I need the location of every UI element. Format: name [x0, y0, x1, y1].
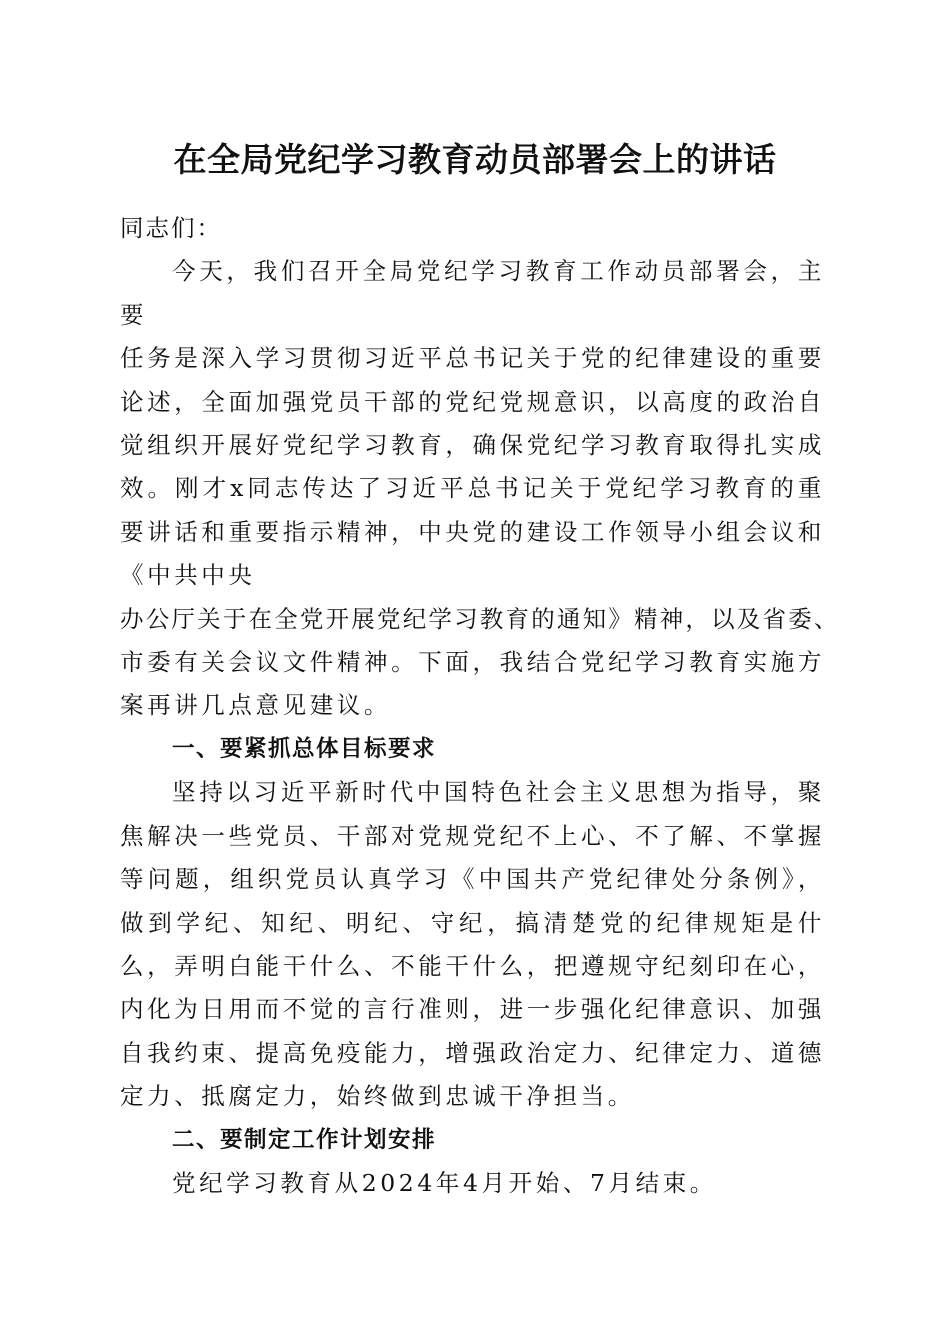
intro-overhang-line: 办公厅关于在全党开展党纪学习教育的通知》精神，以及省委、 [120, 604, 840, 633]
document-body [120, 207, 840, 1205]
intro-first-line: 今天，我们召开全局党纪学习教育工作动员部署会，主要 [120, 257, 825, 329]
intro-text: 任务是深入学习贯彻习近平总书记关于党的纪律建设的重要论述，全面加强党员干部的党纪党规意识，以高度的政治自觉组织开展好党纪学习教育，确保党纪学习教育取得扎实成效。刚才x同志传达了习近平总书记关于党纪学习教育的重要讲话和重要指示精神，中央党的建设工作领导小组会议和《中共中央 [120, 344, 825, 590]
section-heading-goals: 一、要紧抓总体目标要求 [172, 735, 437, 762]
document-title: 在全局党纪学习教育动员部署会上的讲话 [173, 140, 777, 179]
salutation: 同志们： [120, 214, 222, 242]
intro-paragraph [120, 250, 840, 727]
section-heading-plan: 二、要制定工作计划安排 [172, 1126, 437, 1153]
section-paragraph-goals: 坚持以习近平新时代中国特色社会主义思想为指导，聚焦解决一些党员、干部对党规党纪不上心、不了解、不掌握等问题，组织党员认真学习《中国共产党纪律处分条例》，做到学纪、知纪、明纪、守纪，搞清楚党的纪律规矩是什么，弄明白能干什么、不能干什么，把遵规守纪刻印在心，内化为日用而不觉的言行准则，进一步强化纪律意识、加强自我约束、提高免疫能力，增强政治定力、纪律定力、道德定力、抵腐定力，始终做到忠诚干净担当。 [120, 778, 825, 1111]
intro-tail: 市委有关会议文件精神。下面，我结合党纪学习教育实施方案再讲几点意见建议。 [120, 648, 825, 720]
section-paragraph-plan: 党纪学习教育从2024年4月开始、7月结束。 [172, 1168, 717, 1197]
